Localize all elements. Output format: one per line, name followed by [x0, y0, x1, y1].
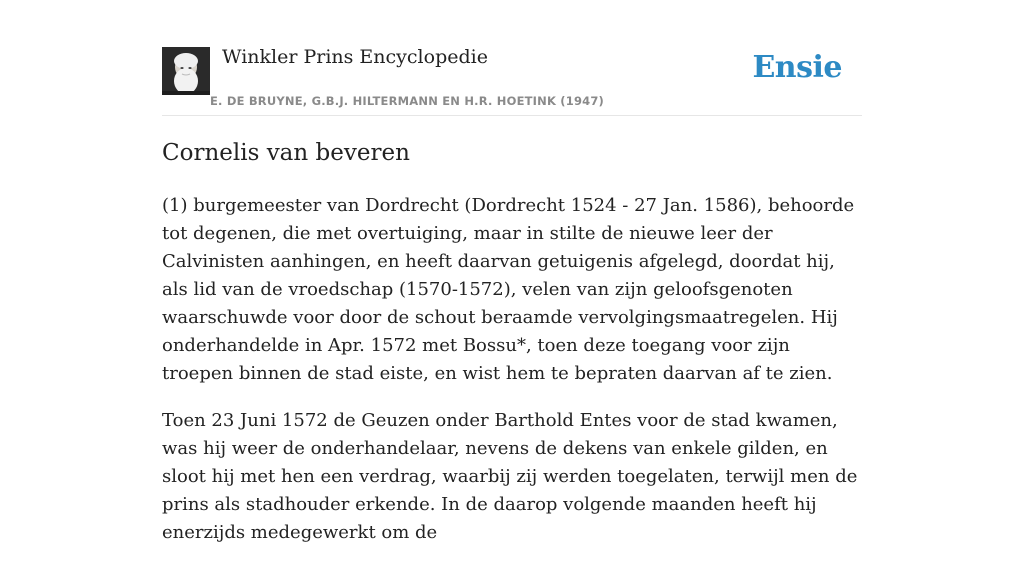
book-header: [162, 0, 862, 116]
author-portrait-image: [162, 47, 210, 95]
content-container: [162, 0, 862, 543]
author-avatar[interactable]: [162, 47, 210, 95]
article-title: Cornelis van beveren: [162, 140, 410, 166]
article-paragraph: Toen 23 Juni 1572 de Geuzen onder Barthold Entes voor de stad kwamen, was hij weer de onderhandelaar, nevens de dekens van enkele gilden, en sloot hij met hen een verdrag, waarbij zij werden toegelaten, terwijl men de prins als stadhouder erkende. In de daarop volgende maanden heeft hij enerzijds medegewerkt om de: [162, 410, 858, 543]
article-body: [162, 192, 862, 566]
book-title[interactable]: Winkler Prins Encyclopedie: [222, 46, 488, 68]
ensie-logo-link[interactable]: Ensie: [752, 50, 842, 85]
article-paragraph: (1) burgemeester van Dordrecht (Dordrecht 1524 - 27 Jan. 1586), behoorde tot degenen, die met overtuiging, maar in stilte de nieuwe leer der Calvinisten aanhingen, en heeft daarvan getuigenis afgelegd, doordat hij, als lid van de vroedschap (1570-1572), velen van zijn geloofsgenoten waarschuwde voor door de schout beraamde vervolgingsmaatregelen. Hij onderhandelde in Apr. 1572 met Bossu*, toen deze toegang voor zijn troepen binnen de stad eiste, en wist hem te bepraten daarvan af te zien.: [162, 195, 855, 384]
book-authors: E. DE BRUYNE, G.B.J. HILTERMANN EN H.R. HOETINK (1947): [210, 94, 605, 108]
